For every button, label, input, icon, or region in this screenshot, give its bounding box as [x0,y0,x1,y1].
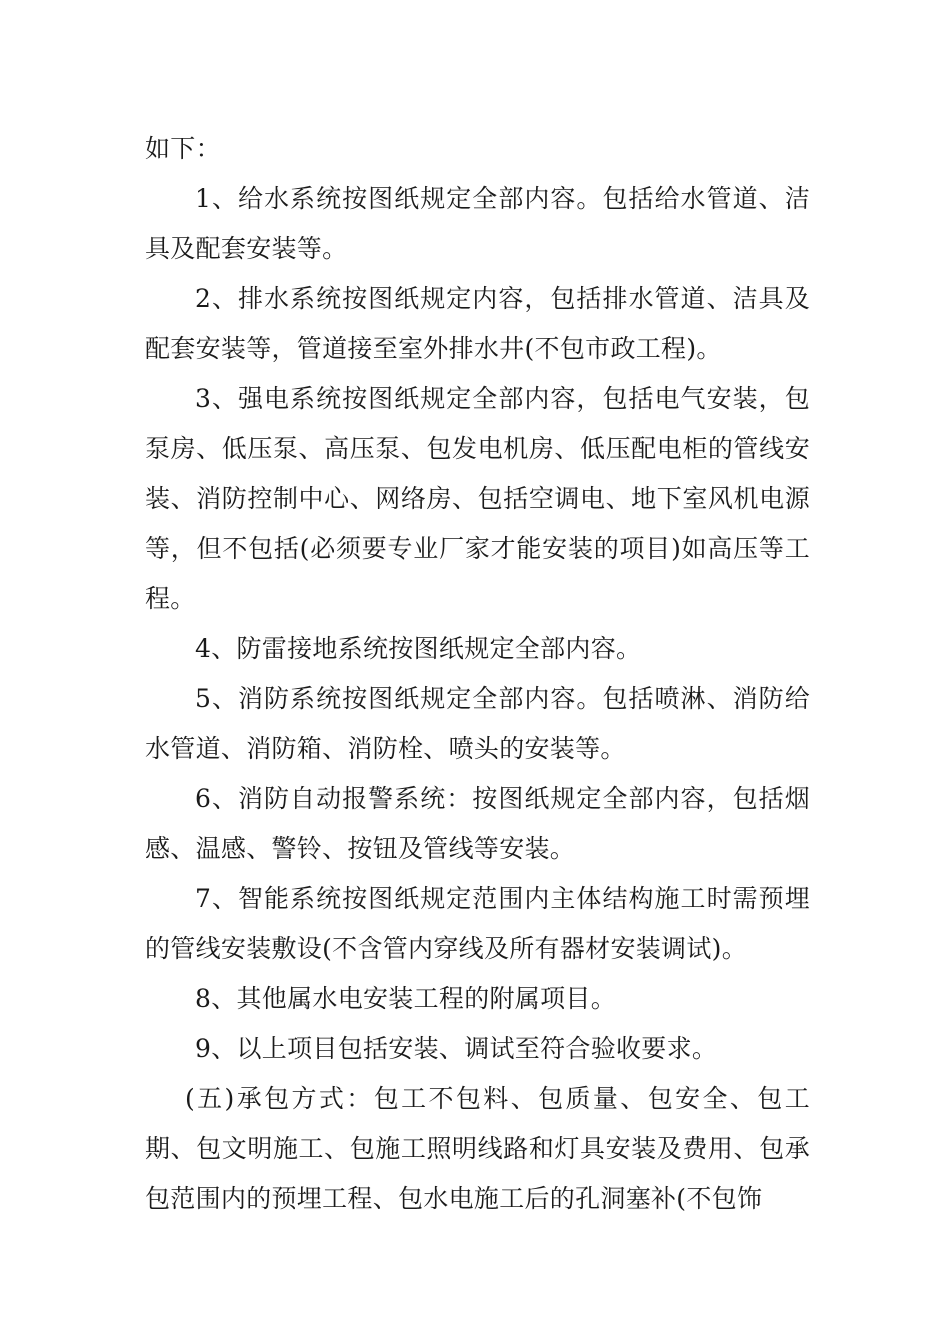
paragraph-item-2: 2、排水系统按图纸规定内容，包括排水管道、洁具及配套安装等，管道接至室外排水井(不包市政工程)。 [145,284,810,363]
paragraph-item-4: 4、防雷接地系统按图纸规定全部内容。 [195,634,642,663]
paragraph-contract-method: (五)承包方式：包工不包料、包质量、包安全、包工期、包文明施工、包施工照明线路和灯具安装及费用、包承包范围内的预埋工程、包水电施工后的孔洞塞补(不包饰 [145,1084,810,1213]
paragraph-item-9: 9、以上项目包括安装、调试至符合验收要求。 [195,1034,718,1063]
paragraph-intro: 如下： [145,134,221,163]
paragraph-item-6: 6、消防自动报警系统：按图纸规定全部内容，包括烟感、温感、警铃、按钮及管线等安装。 [145,784,810,863]
paragraph-item-7: 7、智能系统按图纸规定范围内主体结构施工时需预埋的管线安装敷设(不含管内穿线及所有器材安装调试)。 [145,884,810,963]
document-body [145,124,810,1224]
paragraph-item-1: 1、给水系统按图纸规定全部内容。包括给水管道、洁具及配套安装等。 [145,184,810,263]
paragraph-item-3: 3、强电系统按图纸规定全部内容，包括电气安装，包泵房、低压泵、高压泵、包发电机房、低压配电柜的管线安装、消防控制中心、网络房、包括空调电、地下室风机电源等，但不包括(必须要专业厂家才能安装的项目)如高压等工程。 [145,384,810,613]
paragraph-item-5: 5、消防系统按图纸规定全部内容。包括喷淋、消防给水管道、消防箱、消防栓、喷头的安装等。 [145,684,810,763]
paragraph-item-8: 8、其他属水电安装工程的附属项目。 [195,984,617,1013]
